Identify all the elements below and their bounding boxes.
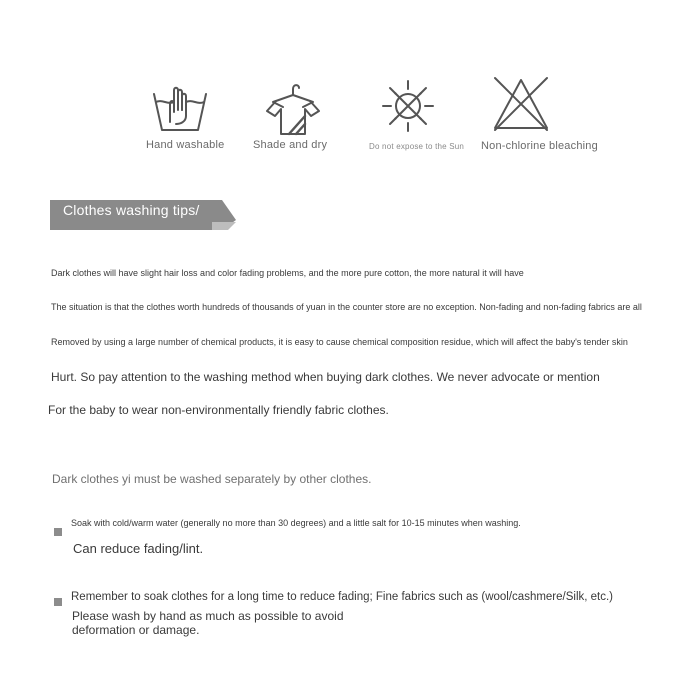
section-banner xyxy=(50,200,238,230)
tip-2-line-2: Please wash by hand as much as possible to avoid xyxy=(72,609,344,623)
hand-wash-label: Hand washable xyxy=(146,139,225,151)
section-title: Clothes washing tips/ xyxy=(63,202,200,218)
paragraph-line: The situation is that the clothes worth hundreds of thousands of yuan in the counter store are no exception. Non-fading and non-fading fabrics are all xyxy=(51,302,642,312)
bullet-icon xyxy=(54,598,62,606)
no-sun-label: Do not expose to the Sun xyxy=(369,142,465,151)
paragraph-line: For the baby to wear non-environmentally friendly fabric clothes. xyxy=(48,403,389,417)
no-bleach-icon xyxy=(491,74,551,134)
separate-wash-note: Dark clothes yi must be washed separately by other clothes. xyxy=(52,472,372,486)
tip-2-line-1: Remember to soak clothes for a long time to reduce fading; Fine fabrics such as (wool/cashmere/Silk, etc.) xyxy=(71,591,614,603)
tip-1-line-2: Can reduce fading/lint. xyxy=(73,541,204,556)
paragraph-line: Removed by using a large number of chemical products, it is easy to cause chemical composition residue, which will affect the baby's tender skin xyxy=(51,337,628,347)
no-bleach-label: Non-chlorine bleaching xyxy=(481,140,598,152)
paragraph-line: Dark clothes will have slight hair loss and color fading problems, and the more pure cotton, the more natural it will have xyxy=(51,268,524,278)
paragraph-line: Hurt. So pay attention to the washing method when buying dark clothes. We never advocate or mention xyxy=(51,370,600,384)
hand-wash-icon xyxy=(150,82,210,142)
no-sun-icon xyxy=(378,78,438,138)
tip-1-line-1: Soak with cold/warm water (generally no more than 30 degrees) and a little salt for 10-15 minutes when washing. xyxy=(71,518,521,528)
tip-2-line-3: deformation or damage. xyxy=(72,623,200,637)
bullet-icon xyxy=(54,528,62,536)
shade-dry-icon xyxy=(263,78,323,138)
shade-dry-label: Shade and dry xyxy=(253,139,328,151)
